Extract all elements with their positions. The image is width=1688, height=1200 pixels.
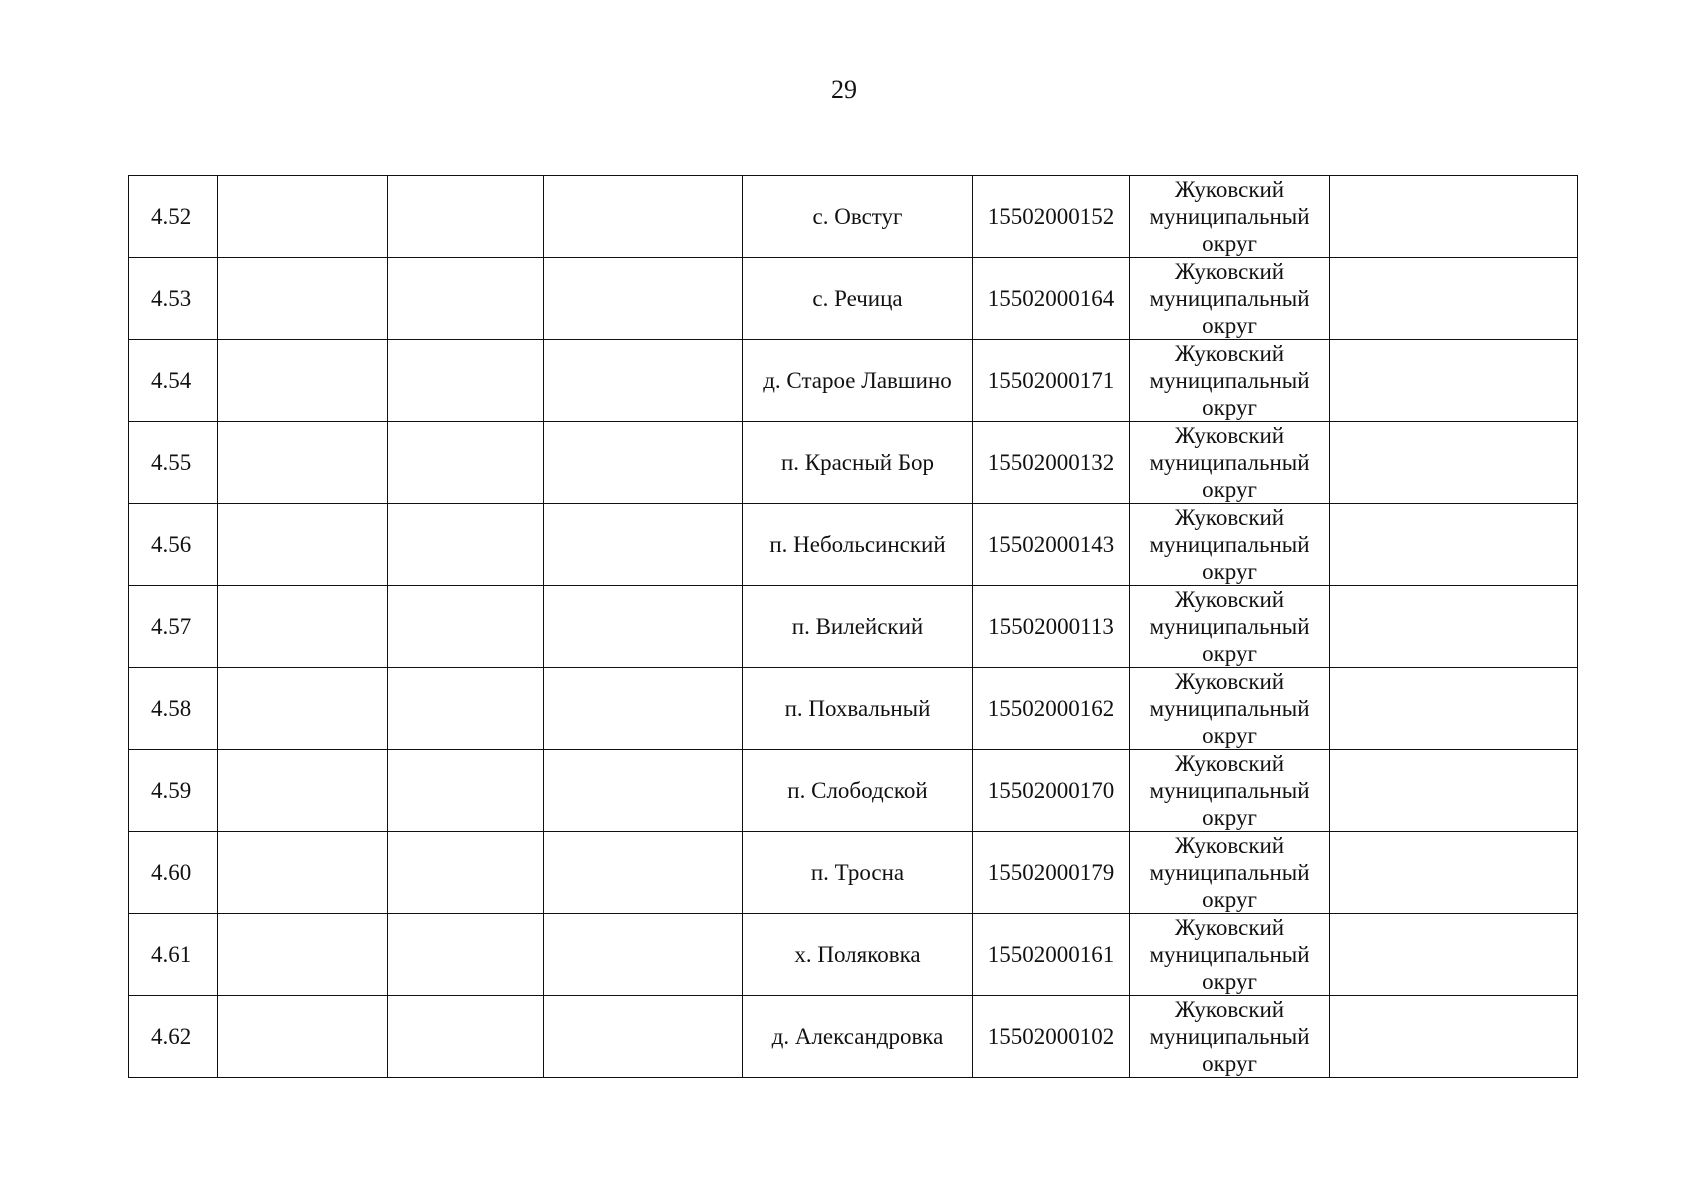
- table-row: [129, 668, 1578, 750]
- row-number-cell: 4.58: [129, 668, 218, 750]
- row-number-cell: 4.60: [129, 832, 218, 914]
- district-line: Жуковский: [1174, 833, 1285, 858]
- empty-cell: [1330, 340, 1578, 422]
- table-row: [129, 832, 1578, 914]
- row-number-cell: 4.61: [129, 914, 218, 996]
- empty-cell: [1330, 832, 1578, 914]
- district-line: муниципальный: [1149, 368, 1310, 393]
- oktmo-code-cell: 15502000171: [973, 340, 1130, 422]
- oktmo-code-cell: 15502000162: [973, 668, 1130, 750]
- district-line: округ: [1202, 559, 1257, 584]
- empty-cell: [1330, 422, 1578, 504]
- row-number-cell: 4.62: [129, 996, 218, 1078]
- district-cell: [1130, 176, 1330, 258]
- page-number: 29: [831, 75, 857, 104]
- empty-cell: [218, 996, 388, 1078]
- district-cell: [1130, 258, 1330, 340]
- empty-cell: [1330, 668, 1578, 750]
- empty-cell: [544, 750, 743, 832]
- oktmo-code-cell: 15502000113: [973, 586, 1130, 668]
- empty-cell: [388, 914, 544, 996]
- settlement-cell: п. Похвальный: [743, 668, 973, 750]
- empty-cell: [1330, 750, 1578, 832]
- oktmo-code-cell: 15502000164: [973, 258, 1130, 340]
- table-row: [129, 914, 1578, 996]
- district-cell: [1130, 914, 1330, 996]
- district-line: Жуковский: [1174, 177, 1285, 202]
- empty-cell: [218, 422, 388, 504]
- district-line: округ: [1202, 395, 1257, 420]
- district-line: муниципальный: [1149, 942, 1310, 967]
- district-line: муниципальный: [1149, 778, 1310, 803]
- district-line: муниципальный: [1149, 204, 1310, 229]
- row-number-cell: 4.53: [129, 258, 218, 340]
- oktmo-code-cell: 15502000179: [973, 832, 1130, 914]
- district-line: муниципальный: [1149, 450, 1310, 475]
- oktmo-code-cell: 15502000102: [973, 996, 1130, 1078]
- district-line: Жуковский: [1174, 587, 1285, 612]
- settlement-cell: с. Речица: [743, 258, 973, 340]
- empty-cell: [388, 996, 544, 1078]
- empty-cell: [544, 832, 743, 914]
- row-number-cell: 4.55: [129, 422, 218, 504]
- empty-cell: [388, 340, 544, 422]
- empty-cell: [218, 258, 388, 340]
- empty-cell: [218, 340, 388, 422]
- table-row: [129, 340, 1578, 422]
- oktmo-code-cell: 15502000143: [973, 504, 1130, 586]
- settlement-cell: д. Старое Лавшино: [743, 340, 973, 422]
- district-line: Жуковский: [1174, 915, 1285, 940]
- row-number-cell: 4.52: [129, 176, 218, 258]
- empty-cell: [1330, 996, 1578, 1078]
- empty-cell: [544, 668, 743, 750]
- district-line: округ: [1202, 477, 1257, 502]
- empty-cell: [1330, 914, 1578, 996]
- empty-cell: [218, 668, 388, 750]
- empty-cell: [218, 832, 388, 914]
- settlement-cell: п. Небольсинский: [743, 504, 973, 586]
- empty-cell: [544, 258, 743, 340]
- settlement-cell: д. Александровка: [743, 996, 973, 1078]
- empty-cell: [1330, 586, 1578, 668]
- row-number-cell: 4.57: [129, 586, 218, 668]
- settlement-cell: п. Тросна: [743, 832, 973, 914]
- district-cell: [1130, 340, 1330, 422]
- settlement-cell: х. Поляковка: [743, 914, 973, 996]
- district-cell: [1130, 586, 1330, 668]
- empty-cell: [544, 422, 743, 504]
- district-line: Жуковский: [1174, 341, 1285, 366]
- table-row: [129, 422, 1578, 504]
- table-row: [129, 258, 1578, 340]
- oktmo-code-cell: 15502000170: [973, 750, 1130, 832]
- district-line: муниципальный: [1149, 1024, 1310, 1049]
- empty-cell: [388, 258, 544, 340]
- district-line: муниципальный: [1149, 614, 1310, 639]
- settlement-cell: с. Овстуг: [743, 176, 973, 258]
- settlement-cell: п. Слободской: [743, 750, 973, 832]
- district-line: округ: [1202, 969, 1257, 994]
- table-row: [129, 504, 1578, 586]
- district-line: муниципальный: [1149, 696, 1310, 721]
- empty-cell: [388, 750, 544, 832]
- empty-cell: [388, 832, 544, 914]
- empty-cell: [388, 504, 544, 586]
- district-line: округ: [1202, 1051, 1257, 1076]
- empty-cell: [388, 668, 544, 750]
- empty-cell: [1330, 176, 1578, 258]
- district-line: Жуковский: [1174, 669, 1285, 694]
- empty-cell: [388, 422, 544, 504]
- district-line: округ: [1202, 641, 1257, 666]
- row-number-cell: 4.59: [129, 750, 218, 832]
- district-line: Жуковский: [1174, 505, 1285, 530]
- row-number-cell: 4.54: [129, 340, 218, 422]
- empty-cell: [544, 504, 743, 586]
- empty-cell: [1330, 504, 1578, 586]
- settlement-cell: п. Вилейский: [743, 586, 973, 668]
- empty-cell: [218, 586, 388, 668]
- district-line: муниципальный: [1149, 860, 1310, 885]
- empty-cell: [544, 996, 743, 1078]
- table-row: [129, 586, 1578, 668]
- empty-cell: [218, 750, 388, 832]
- oktmo-code-cell: 15502000152: [973, 176, 1130, 258]
- oktmo-code-cell: 15502000132: [973, 422, 1130, 504]
- district-line: Жуковский: [1174, 259, 1285, 284]
- empty-cell: [1330, 258, 1578, 340]
- district-line: округ: [1202, 723, 1257, 748]
- district-cell: [1130, 504, 1330, 586]
- district-line: муниципальный: [1149, 532, 1310, 557]
- district-line: округ: [1202, 231, 1257, 256]
- empty-cell: [388, 176, 544, 258]
- settlement-cell: п. Красный Бор: [743, 422, 973, 504]
- district-cell: [1130, 422, 1330, 504]
- district-line: Жуковский: [1174, 751, 1285, 776]
- oktmo-code-cell: 15502000161: [973, 914, 1130, 996]
- district-line: Жуковский: [1174, 423, 1285, 448]
- empty-cell: [218, 914, 388, 996]
- district-cell: [1130, 996, 1330, 1078]
- district-line: округ: [1202, 887, 1257, 912]
- empty-cell: [544, 914, 743, 996]
- district-cell: [1130, 750, 1330, 832]
- district-line: округ: [1202, 805, 1257, 830]
- empty-cell: [544, 586, 743, 668]
- district-cell: [1130, 832, 1330, 914]
- empty-cell: [218, 504, 388, 586]
- table-row: [129, 996, 1578, 1078]
- row-number-cell: 4.56: [129, 504, 218, 586]
- empty-cell: [388, 586, 544, 668]
- empty-cell: [218, 176, 388, 258]
- district-line: Жуковский: [1174, 997, 1285, 1022]
- district-line: округ: [1202, 313, 1257, 338]
- settlements-table: [128, 175, 1578, 1078]
- table-body: [129, 176, 1578, 1078]
- district-cell: [1130, 668, 1330, 750]
- table-row: [129, 176, 1578, 258]
- table-row: [129, 750, 1578, 832]
- empty-cell: [544, 340, 743, 422]
- empty-cell: [544, 176, 743, 258]
- district-line: муниципальный: [1149, 286, 1310, 311]
